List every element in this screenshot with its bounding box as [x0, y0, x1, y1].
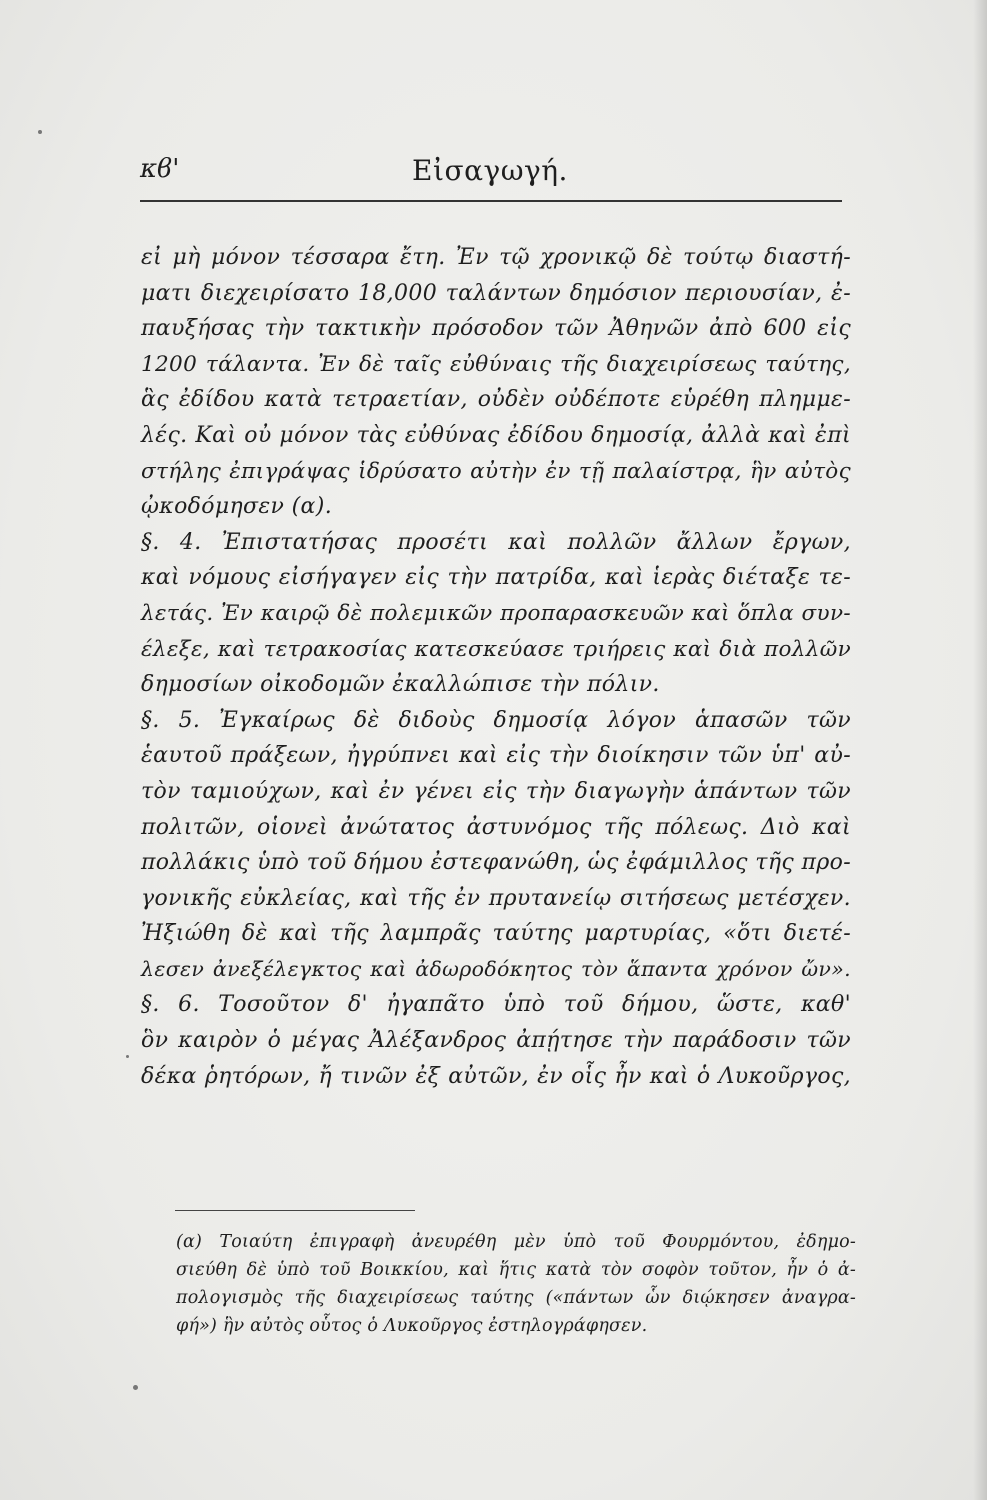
text-line: §. 5. Ἐγκαίρως δὲ διδοὺς δημοσίᾳ λόγον ἁπασῶν τῶν: [141, 707, 851, 733]
paper-speck: [126, 1055, 129, 1058]
text-line: λεσεν ἀνεξέλεγκτος καὶ ἀδωροδόκητος τὸν ἅπαντα χρόνον ὤν».: [141, 956, 851, 981]
text-line: πολιτῶν, οἱονεὶ ἀνώτατος ἀστυνόμος τῆς πόλεως. Διὸ καὶ: [141, 814, 851, 840]
text-line: §. 4. Ἐπιστατήσας προσέτι καὶ πολλῶν ἄλλων ἔργων,: [141, 529, 851, 555]
text-line: 1200 τάλαντα. Ἐν δὲ ταῖς εὐθύναις τῆς διαχειρίσεως ταύτης,: [141, 351, 851, 377]
text-line: έλεξε, καὶ τετρακοσίας κατεσκεύασε τριήρεις καὶ διὰ πολλῶν: [141, 636, 851, 662]
text-line: §. 6. Τοσοῦτον δ' ἠγαπᾶτο ὑπὸ τοῦ δήμου, ὥστε, καθ': [141, 992, 851, 1018]
text-line: στήλης ἐπιγράψας ἱδρύσατο αὐτὴν ἐν τῇ παλαίστρᾳ, ἣν αὐτὸς: [141, 458, 851, 484]
text-line: ἃς ἐδίδου κατὰ τετραετίαν, οὐδὲν οὐδέποτε εὑρέθη πλημμε-: [141, 387, 851, 413]
text-line: λετάς. Ἐν καιρῷ δὲ πολεμικῶν προπαρασκευῶν καὶ ὅπλα συν-: [141, 600, 851, 626]
text-line: Ἠξιώθη δὲ καὶ τῆς λαμπρᾶς ταύτης μαρτυρίας, «ὅτι διετέ-: [141, 921, 851, 947]
text-line: ἑαυτοῦ πράξεων, ἠγρύπνει καὶ εἰς τὴν διοίκησιν τῶν ὑπ' αὐ-: [141, 743, 851, 769]
footnotes: [176, 1228, 856, 1340]
paper-speck: [38, 130, 42, 134]
text-line: εἰ μὴ μόνον τέσσαρα ἔτη. Ἐν τῷ χρονικῷ δὲ τούτῳ διαστή-: [141, 245, 851, 270]
footnote-line: (α) Τοιαύτη ἐπιγραφὴ ἀνευρέθη μὲν ὑπὸ τοῦ Φουρμόντου, ἐδημο-: [176, 1232, 856, 1252]
text-line: λές. Καὶ οὐ μόνον τὰς εὐθύνας ἐδίδου δημοσίᾳ, ἀλλὰ καὶ ἐπὶ: [141, 422, 851, 448]
body-text: [141, 240, 851, 1094]
text-line: τὸν ταμιούχων, καὶ ἐν γένει εἰς τὴν διαγωγὴν ἁπάντων τῶν: [141, 778, 851, 804]
text-line: καὶ νόμους εἰσήγαγεν εἰς τὴν πατρίδα, καὶ ἱερὰς διέταξε τε-: [141, 565, 851, 591]
text-line: πολλάκις ὑπὸ τοῦ δήμου ἐστεφανώθη, ὡς ἐφάμιλλος τῆς προ-: [141, 850, 851, 876]
page-number: κϐ': [140, 154, 180, 184]
running-title: Εἰσαγωγή.: [412, 154, 568, 187]
text-line: γονικῆς εὐκλείας, καὶ τῆς ἐν πρυτανείῳ σιτήσεως μετέσχεν.: [141, 885, 851, 911]
footnote-rule: [175, 1210, 415, 1212]
paper-speck: [133, 1385, 138, 1390]
footnote-line: φή») ἣν αὐτὸς οὗτος ὁ Λυκοῦργος ἐστηλογράφησεν.: [176, 1316, 648, 1336]
page-header: [140, 154, 840, 194]
footnote-line: σιεύθη δὲ ὑπὸ τοῦ Βοικκίου, καὶ ἥτις κατὰ τὸν σοφὸν τοῦτον, ἦν ὁ ἀ-: [176, 1260, 856, 1280]
text-line: παυξήσας τὴν τακτικὴν πρόσοδον τῶν Ἀθηνῶν ἀπὸ 600 εἰς: [141, 316, 851, 342]
text-line: ὃν καιρὸν ὁ μέγας Ἀλέξανδρος ἀπῄτησε τὴν παράδοσιν τῶν: [141, 1028, 851, 1054]
text-line: δημοσίων οἰκοδομῶν ἐκαλλώπισε τὴν πόλιν.: [141, 672, 660, 698]
text-line: ματι διεχειρίσατο 18,000 ταλάντων δημόσιον περιουσίαν, ἐ-: [141, 280, 851, 306]
text-line: δέκα ῥητόρων, ἤ τινῶν ἐξ αὐτῶν, ἐν οἷς ἦν καὶ ὁ Λυκοῦργος,: [141, 1063, 851, 1089]
footnote-line: πολογισμὸς τῆς διαχειρίσεως ταύτης («πάντων ὧν διῴκησεν ἀναγρα-: [176, 1288, 856, 1308]
header-rule: [140, 200, 842, 204]
page-edge-shadow: [973, 0, 987, 1500]
text-line: ᾠκοδόμησεν (α).: [141, 494, 333, 520]
